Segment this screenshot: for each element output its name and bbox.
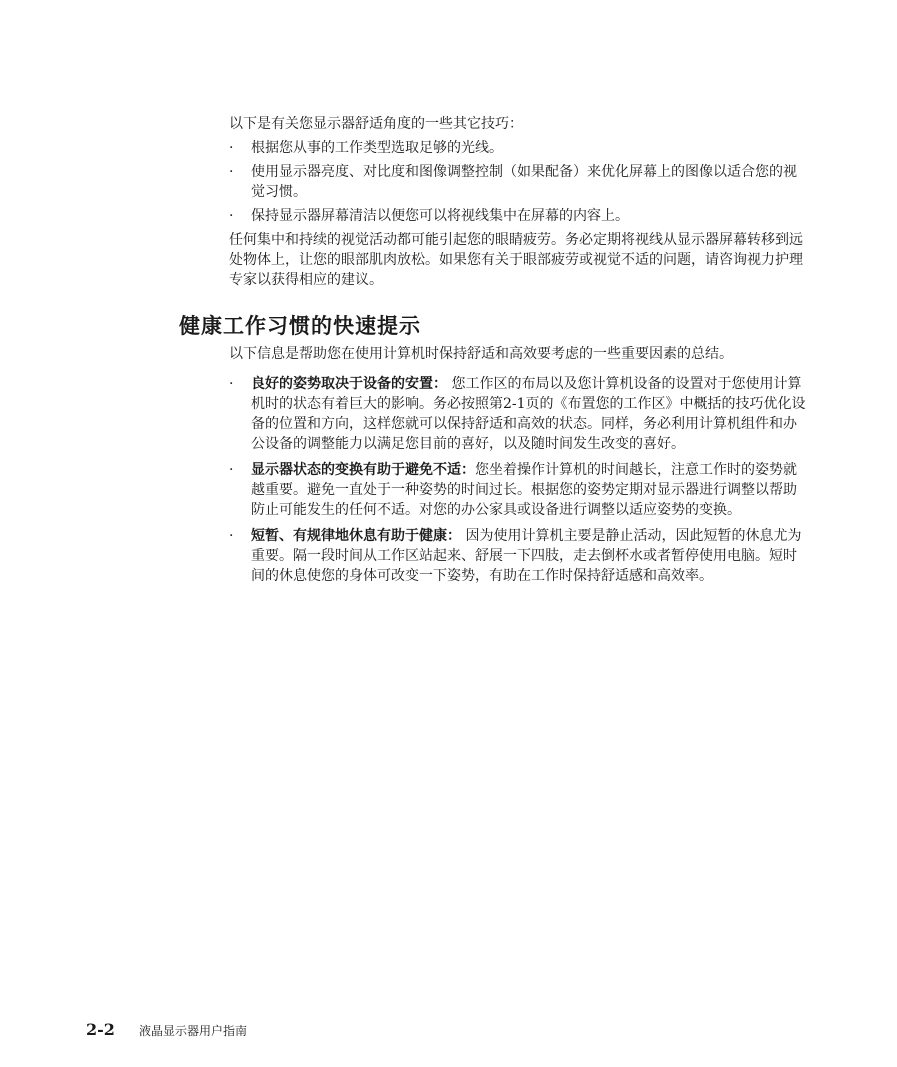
- list-item-text: 您工作区的布局以及您计算机设备的设置对于您使用计算机时的状态有着巨大的影响。务必按照第2-1页的《布置您的工作区》中概括的技巧优化设备的位置和方向，这样您就可以保持舒适和高效的状态。同样，务必利用计算机组件和办公设备的调整能力以满足您目前的喜好，以及随时间发生改变的喜好。: [251, 376, 806, 452]
- list-item-text: 您坐着操作计算机的时间越长，注意工作时的姿势就越重要。避免一直处于一种姿势的时间过长。根据您的姿势定期对显示器进行调整以帮助防止可能发生的任何不适。对您的办公家具或设备进行调整以适应姿势的变换。: [251, 462, 797, 518]
- list-item-text: 使用显示器亮度、对比度和图像调整控制（如果配备）来优化屏幕上的图像以适合您的视觉习惯。: [251, 164, 797, 200]
- bullet-icon: ·: [229, 528, 234, 544]
- bullet-icon: ·: [229, 462, 234, 478]
- list-item: [229, 460, 809, 520]
- list-item-term: 短暂、有规律地休息有助于健康：: [251, 528, 461, 544]
- list-item-text: 保持显示器屏幕清洁以便您可以将视线集中在屏幕的内容上。: [251, 208, 629, 224]
- section-display-tips: [229, 114, 809, 294]
- bullet-icon: ·: [229, 376, 234, 392]
- document-title: 液晶显示器用户指南: [139, 1024, 248, 1038]
- list-item-text: 因为使用计算机主要是静止活动，因此短暂的休息尤为重要。隔一段时间从工作区站起来、舒展一下四肢，走去倒杯水或者暂停使用电脑。短时间的休息使您的身体可改变一下姿势，有助在工作时保持舒适感和高效率。: [251, 528, 802, 584]
- list-item: [229, 162, 809, 202]
- display-tips-list: [229, 138, 809, 226]
- bullet-icon: ·: [229, 164, 234, 180]
- list-item: [229, 138, 809, 158]
- list-item-term: 良好的姿势取决于设备的安置：: [251, 376, 447, 392]
- list-item-text: 根据您从事的工作类型选取足够的光线。: [251, 140, 503, 156]
- bullet-icon: ·: [229, 140, 234, 156]
- healthy-habits-intro: 以下信息是帮助您在使用计算机时保持舒适和高效要考虑的一些重要因素的总结。: [229, 346, 733, 362]
- eye-strain-paragraph: 任何集中和持续的视觉活动都可能引起您的眼睛疲劳。务必定期将视线从显示器屏幕转移到远处物体上，让您的眼部肌肉放松。如果您有关于眼部疲劳或视觉不适的问题，请咨询视力护理专家以获得相应的建议。: [229, 232, 803, 288]
- page-number: 2-2: [86, 1020, 115, 1039]
- list-item: [229, 206, 809, 226]
- page-footer: [86, 1020, 247, 1039]
- section-healthy-habits: [229, 344, 809, 592]
- list-item-term: 显示器状态的变换有助于避免不适：: [251, 462, 475, 478]
- bullet-icon: ·: [229, 208, 234, 224]
- section-heading: 健康工作习惯的快速提示: [179, 314, 421, 338]
- list-item: [229, 374, 809, 454]
- healthy-habits-list: [229, 374, 809, 586]
- list-item: [229, 526, 809, 586]
- display-tips-intro: 以下是有关您显示器舒适角度的一些其它技巧：: [229, 116, 523, 132]
